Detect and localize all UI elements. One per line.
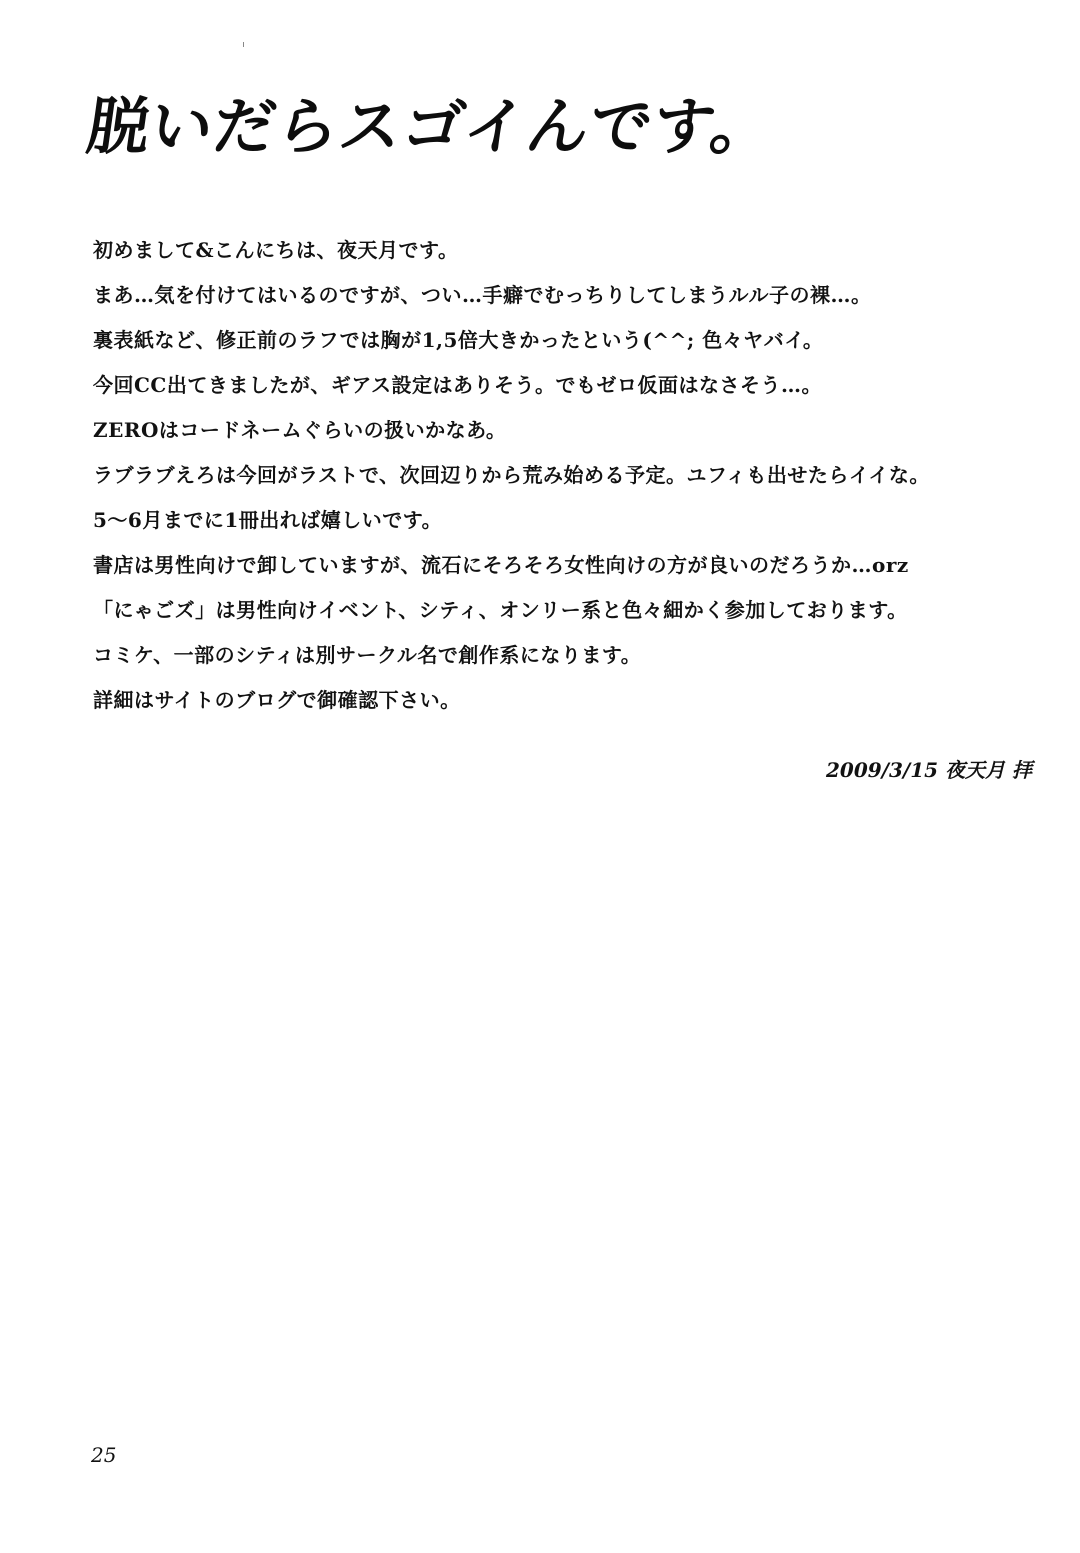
body-line-11: 詳細はサイトのブログで御確認下さい。 bbox=[93, 688, 461, 712]
signature-date: 2009/3/15 夜天月 拝 bbox=[826, 758, 1032, 782]
body-line-7: 5～6月までに1冊出れば嬉しいです。 bbox=[93, 508, 443, 532]
body-line-2: まあ…気を付けてはいるのですが、つい…手癖でむっちりしてしまうルル子の裸…。 bbox=[93, 283, 872, 307]
body-line-9: 「にゃごズ」は男性向けイベント、シティ、オンリー系と色々細かく参加しております。 bbox=[93, 598, 908, 622]
afterword-body bbox=[93, 228, 993, 723]
body-line-6: ラブラブえろは今回がラストで、次回辺りから荒み始める予定。ユフィも出せたらイイな。 bbox=[93, 463, 930, 487]
page-number: 25 bbox=[91, 1443, 117, 1467]
body-line-5: ZEROはコードネームぐらいの扱いかなあ。 bbox=[93, 418, 507, 442]
body-line-4: 今回CC出てきましたが、ギアス設定はありそう。でもゼロ仮面はなさそう…。 bbox=[93, 373, 823, 397]
body-line-1: 初めまして&こんにちは、夜天月です。 bbox=[93, 238, 459, 262]
body-line-3: 裏表紙など、修正前のラフでは胸が1,5倍大きかったという(^^; 色々ヤバイ。 bbox=[93, 328, 824, 352]
body-line-10: コミケ、一部のシティは別サークル名で創作系になります。 bbox=[93, 643, 642, 667]
scan-speck bbox=[243, 42, 244, 47]
body-line-8: 書店は男性向けで卸していますが、流石にそろそろ女性向けの方が良いのだろうか…orz bbox=[93, 553, 909, 577]
page-title: 脱いだらスゴイんです。 bbox=[82, 90, 780, 163]
